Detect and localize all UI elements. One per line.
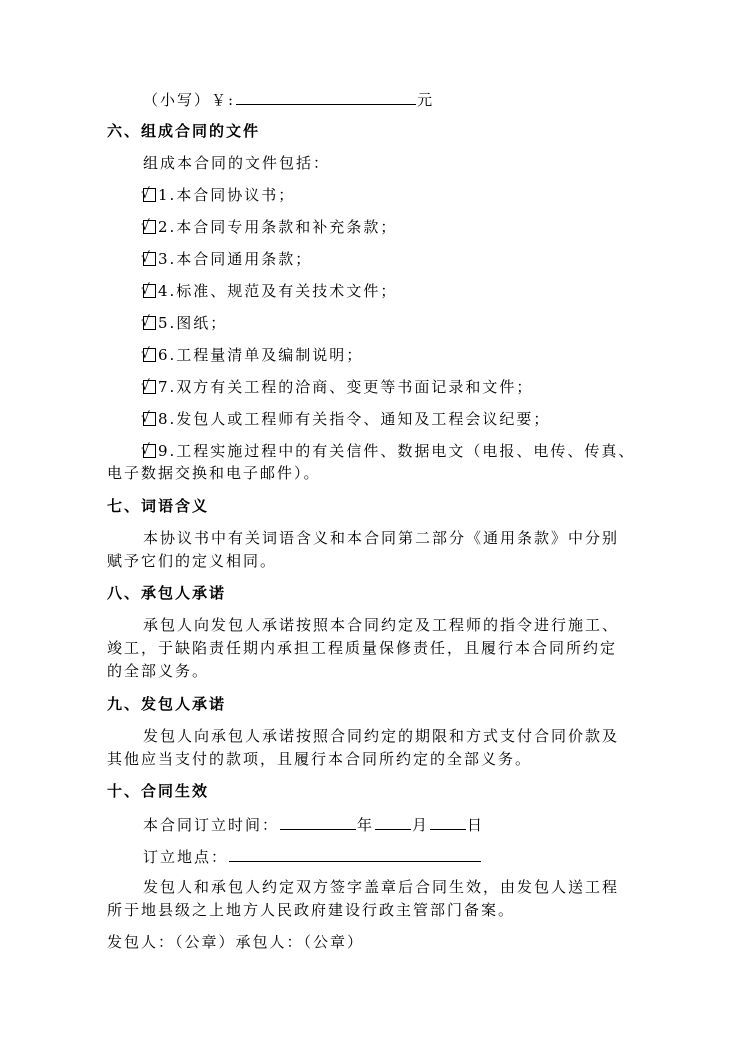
sec8-line-3: 的全部义务。	[107, 662, 210, 680]
sec6-item-5: √ 5.图纸；	[141, 314, 228, 332]
checkbox-checked-icon: √	[143, 252, 156, 266]
checkbox-checked-icon: √	[143, 188, 156, 202]
sec9-line-2: 其他应当支付的款项，且履行本合同所约定的全部义务。	[107, 750, 533, 768]
checkbox-checked-icon: √	[143, 380, 156, 394]
amount-line	[143, 88, 434, 108]
sec9-heading: 九、发包人承诺	[107, 695, 227, 713]
sec7-line-1: 本协议书中有关词语含义和本合同第二部分《通用条款》中分别	[143, 529, 620, 547]
contract-date-line	[143, 813, 484, 833]
day-blank	[430, 813, 466, 830]
amount-unit: 元	[417, 91, 435, 109]
date-label: 本合同订立时间：	[143, 816, 280, 834]
checkbox-checked-icon: √	[143, 284, 156, 298]
sec6-item-9-cont: 电子数据交换和电子邮件）。	[107, 464, 321, 482]
place-blank	[229, 845, 481, 862]
sec8-heading: 八、承包人承诺	[107, 584, 227, 602]
day-label: 日	[467, 816, 485, 834]
checkbox-checked-icon: √	[143, 412, 156, 426]
sec7-heading: 七、词语含义	[107, 497, 210, 515]
checkbox-checked-icon: √	[143, 348, 156, 362]
year-blank	[280, 813, 356, 830]
sec6-item-1: √ 1.本合同协议书；	[141, 186, 296, 204]
sec10-heading: 十、合同生效	[107, 782, 210, 800]
month-blank	[375, 813, 411, 830]
checkbox-checked-icon: √	[143, 316, 156, 330]
signature-line: 发包人：（公章）承包人：（公章）	[107, 933, 365, 951]
sec7-line-2: 赋予它们的定义相同。	[107, 552, 278, 570]
month-label: 月	[412, 816, 430, 834]
sec6-item-7: √ 7.双方有关工程的洽商、变更等书面记录和文件；	[141, 378, 534, 396]
sec6-item-2: √ 2.本合同专用条款和补充条款；	[141, 218, 398, 236]
contract-place-line	[143, 845, 482, 865]
year-label: 年	[357, 816, 375, 834]
sec6-item-4: √ 4.标准、规范及有关技术文件；	[141, 282, 398, 300]
checkbox-checked-icon: √	[143, 444, 156, 458]
amount-label: （小写）￥:	[143, 91, 236, 109]
sec8-line-2: 竣工，于缺陷责任期内承担工程质量保修责任，且履行本合同所约定	[107, 639, 618, 657]
sec6-item-3: √ 3.本合同通用条款；	[141, 250, 313, 268]
checkbox-checked-icon: √	[143, 220, 156, 234]
sec6-intro: 组成本合同的文件包括：	[143, 154, 331, 172]
place-label: 订立地点：	[143, 848, 229, 866]
sec6-heading: 六、组成合同的文件	[107, 122, 261, 140]
sec6-item-6: √ 6.工程量清单及编制说明；	[141, 346, 364, 364]
amount-blank	[236, 88, 416, 105]
sec10-line-2: 所于地县级之上地方人民政府建设行政主管部门备案。	[107, 901, 516, 919]
sec10-line-1: 发包人和承包人约定双方签字盖章后合同生效，由发包人送工程	[143, 878, 620, 896]
sec9-line-1: 发包人向承包人承诺按照合同约定的期限和方式支付合同价款及	[143, 727, 620, 745]
sec6-item-9: √ 9.工程实施过程中的有关信件、数据电文（电报、电传、传真、	[141, 442, 636, 460]
sec6-item-8: √ 8.发包人或工程师有关指令、通知及工程会议纪要；	[141, 410, 551, 428]
sec8-line-1: 承包人向发包人承诺按照本合同约定及工程师的指令进行施工、	[143, 616, 620, 634]
